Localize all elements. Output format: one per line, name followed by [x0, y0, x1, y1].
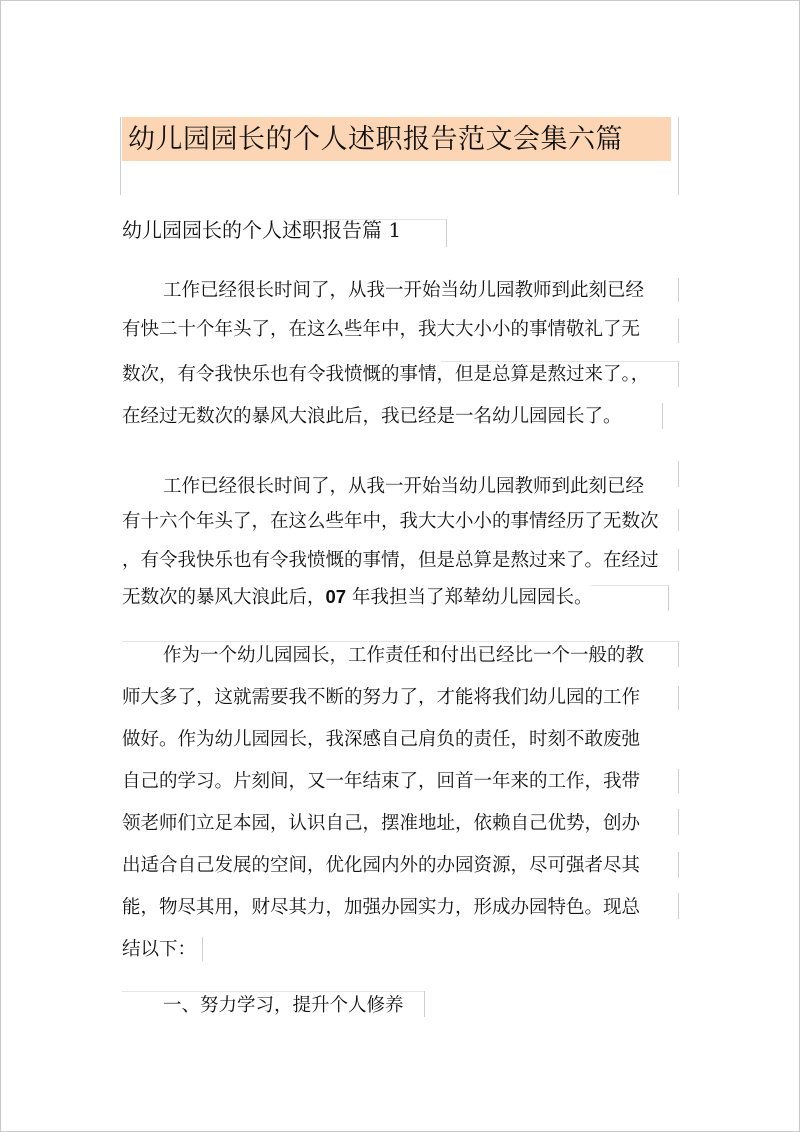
- guide-line: [678, 278, 679, 302]
- paragraph-line: 做好。作为幼儿园园长，我深感自己肩负的责任，时刻不敢废弛: [122, 729, 641, 750]
- paragraph-line: 工作已经很长时间了，从我一开始当幼儿园教师到此刻已经: [163, 280, 645, 301]
- paragraph-line: 数次，有令我快乐也有令我愤慨的事情，但是总算是熬过来了。，: [122, 364, 650, 385]
- year-number: 07: [325, 586, 347, 607]
- guide-line: [446, 219, 447, 247]
- guide-line: [120, 117, 121, 195]
- guide-line: [678, 361, 679, 387]
- guide-line: [678, 461, 679, 487]
- guide-line: [678, 117, 679, 195]
- paragraph-line: ，有令我快乐也有令我愤慨的事情，但是总算是熬过来了。在经过: [122, 550, 659, 571]
- guide-line: [678, 549, 679, 571]
- paragraph-line: 出适合自己发展的空间，优化园内外的办园资源，尽可强者尽其: [122, 855, 641, 876]
- guide-line: [678, 769, 679, 793]
- guide-line: [202, 937, 203, 961]
- paragraph-line: 有十六个年头了，在这么些年中，我大大小小的事情经历了无数次: [122, 511, 659, 532]
- guide-line: [668, 585, 669, 611]
- paragraph-line: 师大多了，这就需要我不断的努力了，才能将我们幼儿园的工作: [122, 687, 641, 708]
- guide-line: [678, 641, 679, 667]
- paragraph-line: 工作已经很长时间了，从我一开始当幼儿园教师到此刻已经: [163, 476, 645, 497]
- guide-line: [678, 852, 679, 878]
- text-run: 无数次的暴风大浪此后，: [122, 587, 326, 608]
- guide-line: [678, 809, 679, 835]
- section-heading: 幼儿园园长的个人述职报告篇 1: [122, 218, 402, 242]
- guide-line: [678, 893, 679, 919]
- document-title: 幼儿园园长的个人述职报告范文会集六篇: [122, 117, 671, 161]
- paragraph-line: 领老师们立足本园，认识自己，摆准地址，依赖自己优势，创办: [122, 813, 641, 834]
- paragraph-line: 自己的学习。片刻间，又一年结束了，回首一年来的工作，我带: [122, 771, 641, 792]
- paragraph-line: 作为一个幼儿园园长，工作责任和付出已经比一个一般的教: [163, 645, 645, 666]
- guide-line: [591, 585, 669, 586]
- guide-line: [662, 403, 663, 429]
- section-heading: 一、努力学习，提升个人修养: [163, 995, 404, 1016]
- guide-line: [678, 509, 679, 531]
- guide-line: [678, 686, 679, 710]
- paragraph-line: 有快二十个年头了，在这么些年中，我大大小小的事情敬礼了无: [122, 319, 641, 340]
- paragraph-line: 结以下：: [122, 939, 197, 960]
- paragraph-line: [122, 582, 592, 613]
- paragraph-line: 能，物尽其用，财尽其力，加强办园实力，形成办园特色。现总: [122, 897, 641, 918]
- paragraph-line: 在经过无数次的暴风大浪此后，我已经是一名幼儿园园长了。: [122, 406, 622, 427]
- guide-line: [424, 991, 425, 1017]
- guide-line: [678, 319, 679, 343]
- text-run: 年我担当了郑辇幼儿园园长。: [346, 587, 593, 608]
